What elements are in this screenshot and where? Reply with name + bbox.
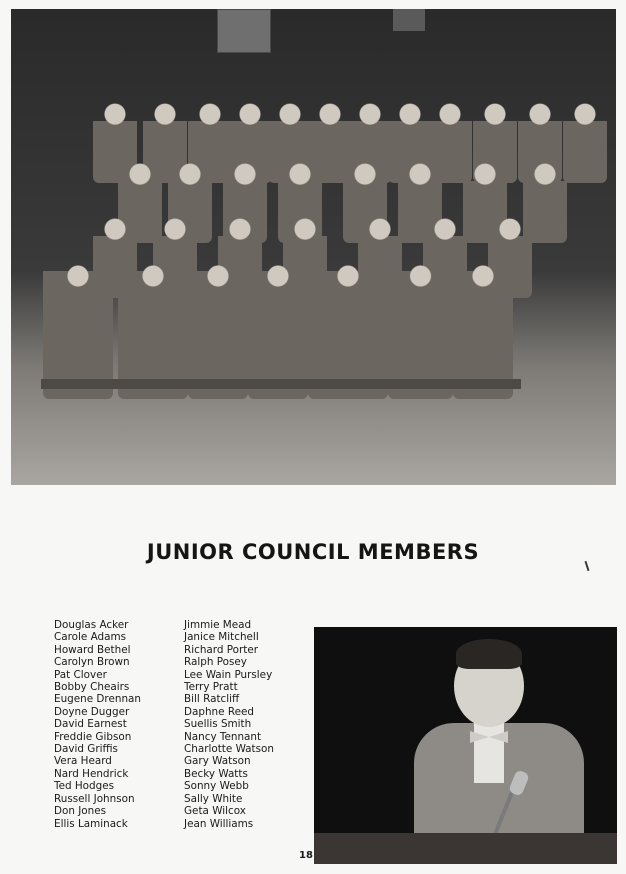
member-name: Lee Wain Pursley (184, 668, 273, 681)
member-name: Russell Johnson (54, 792, 135, 805)
member-name: David Griffis (54, 743, 118, 756)
member-name: Richard Porter (184, 643, 259, 656)
member-list-column-2 (184, 619, 274, 830)
member-name: Ralph Posey (184, 656, 247, 669)
council-members-group (23, 99, 603, 419)
member-name: Carolyn Brown (54, 656, 130, 669)
member-name: Jean Williams (184, 817, 254, 830)
member-name: David Earnest (54, 718, 127, 731)
member-name: Janice Mitchell (184, 631, 259, 644)
page-number: 18 (299, 850, 313, 861)
member-name: Freddie Gibson (54, 730, 132, 743)
member-name: Douglas Acker (54, 619, 129, 631)
member-name: Daphne Reed (184, 705, 254, 718)
member-name: Howard Bethel (54, 643, 131, 656)
member-name: Bobby Cheairs (54, 681, 130, 694)
member-name: Ted Hodges (54, 780, 115, 793)
member-name: Carole Adams (54, 631, 127, 644)
member-name: Ellis Laminack (54, 817, 128, 830)
wall-sign (393, 9, 425, 31)
wall-sign (217, 9, 271, 53)
speaker-photo (314, 627, 617, 864)
bench (41, 379, 521, 389)
member-name: Nancy Tennant (184, 730, 262, 743)
group-photo (11, 9, 616, 485)
member-name: Suellis Smith (184, 718, 252, 731)
speaker (414, 637, 584, 864)
member-name: Bill Ratcliff (184, 693, 240, 706)
member-name: Geta Wilcox (184, 805, 246, 818)
member-name: Charlotte Watson (184, 743, 274, 756)
member-name: Nard Hendrick (54, 767, 129, 780)
member-name: Jimmie Mead (184, 619, 252, 631)
member-name: Sonny Webb (184, 780, 249, 793)
member-name: Don Jones (54, 805, 107, 818)
member-name: Doyne Dugger (54, 705, 130, 718)
member-name: Terry Pratt (184, 681, 238, 694)
podium (314, 833, 617, 864)
member-name: Pat Clover (54, 668, 107, 681)
page-title: JUNIOR COUNCIL MEMBERS (146, 540, 480, 564)
member-name: Becky Watts (184, 767, 248, 780)
member-name: Sally White (184, 792, 243, 805)
member-name: Vera Heard (54, 755, 112, 768)
member-name: Gary Watson (184, 755, 251, 768)
member-list-column-1 (54, 619, 141, 830)
member-name: Eugene Drennan (54, 693, 141, 706)
